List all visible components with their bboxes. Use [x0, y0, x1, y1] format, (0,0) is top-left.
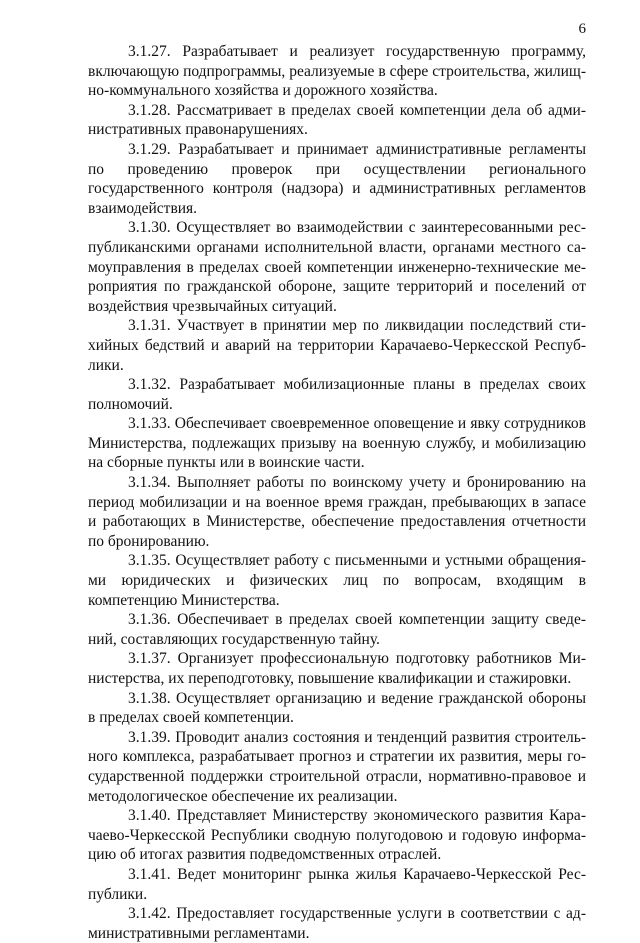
paragraph-3-1-38: 3.1.38. Осуществляет организацию и ведение гражданской обороны в пределах своей компетенции.	[88, 689, 586, 727]
paragraph-3-1-27: 3.1.27. Разрабатывает и реализует государственную программу, включающую подпрограммы, реализуемые в сфере строительства, жилищно-коммунального хозяйства и дорожного хозяйства.	[88, 43, 586, 100]
paragraph-3-1-32: 3.1.32. Разрабатывает мобилизационные планы в пределах своих полномочий.	[88, 376, 586, 413]
document-body	[88, 42, 586, 943]
paragraph-3-1-42: 3.1.42. Предоставляет государственные услуги в соответствии с административными регламентами.	[88, 905, 586, 942]
paragraph-3-1-33: 3.1.33. Обеспечивает своевременное оповещение и явку сотрудников Министерства, подлежащих призыву на военную службу, и мобилизацию на сборные пункты или в воинские части.	[88, 415, 586, 472]
paragraph-3-1-30: 3.1.30. Осуществляет во взаимодействии с заинтересованными республиканскими органами исполнительной власти, органами местного самоуправления в пределах своей компетенции инженерно-технические мероприятия по гражданской обороне, защите территорий и поселений от воздействия чрезвычайных ситуаций.	[88, 219, 586, 315]
paragraph-3-1-40: 3.1.40. Представляет Министерству экономического развития Карачаево-Черкесской Республики сводную полугодовою и годовую информацию об итогах развития подведомственных отраслей.	[88, 807, 586, 864]
paragraph-3-1-34: 3.1.34. Выполняет работы по воинскому учету и бронированию на период мобилизации и на военное время граждан, пребывающих в запасе и работающих в Министерстве, обеспечение предоставления отчетности по бронированию.	[88, 474, 586, 550]
paragraph-3-1-41: 3.1.41. Ведет мониторинг рынка жилья Карачаево-Черкесской Республики.	[88, 865, 586, 903]
paragraph-3-1-29: 3.1.29. Разрабатывает и принимает административные регламенты по проведению проверок при осуществлении регионального государственного контроля (надзора) и административных регламентов взаимодействия.	[88, 140, 586, 217]
paragraph-3-1-35: 3.1.35. Осуществляет работу с письменными и устными обращениями юридических и физических лиц по вопросам, входящим в компетенцию Министерства.	[88, 552, 586, 609]
paragraph-3-1-28: 3.1.28. Рассматривает в пределах своей компетенции дела об административных правонарушениях.	[88, 101, 586, 139]
paragraph-3-1-37: 3.1.37. Организует профессиональную подготовку работников Министерства, их переподготовку, повышение квалификации и стажировки.	[88, 650, 586, 687]
paragraph-3-1-36: 3.1.36. Обеспечивает в пределах своей компетенции защиту сведений, составляющих государственную тайну.	[88, 611, 586, 648]
paragraph-3-1-31: 3.1.31. Участвует в принятии мер по ликвидации последствий стихийных бедствий и аварий на территории Карачаево-Черкесской Республики.	[88, 317, 586, 374]
paragraph-3-1-39: 3.1.39. Проводит анализ состояния и тенденций развития строительного комплекса, разрабатывает прогноз и стратегии их развития, меры государственной поддержки строительной отрасли, нормативно-правовое и методологическое обеспечение их реализации.	[88, 728, 586, 805]
page-number: 6	[578, 21, 586, 37]
